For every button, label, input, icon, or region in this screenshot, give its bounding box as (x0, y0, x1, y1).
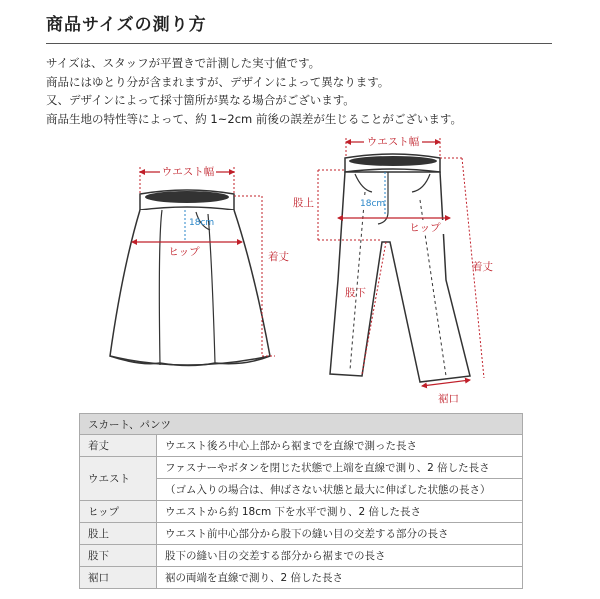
row-desc-waist-note: （ゴム入りの場合は、伸ばさない状態と最大に伸ばした状態の長さ） (157, 479, 523, 501)
intro-line-2: 商品にはゆとり分が含まれますが、デザインによって異なります。 (46, 74, 390, 89)
page-title: 商品サイズの測り方 (46, 15, 207, 35)
row-desc-hem: 裾の両端を直線で測り、2 倍した長さ (157, 567, 523, 589)
row-desc-waist: ファスナーやボタンを閉じた状態で上端を直線で測り、2 倍した長さ (157, 457, 523, 479)
row-label-length: 着丈 (80, 435, 157, 457)
row-desc-inseam: 股下の縫い目の交差する部分から裾までの長さ (157, 545, 523, 567)
pants-waist-label: ウエスト幅 (366, 136, 420, 148)
table-row (80, 457, 523, 479)
pants-waist-opening (349, 156, 437, 166)
measurement-table (79, 413, 523, 589)
pants-inseam-label: 股下 (345, 287, 366, 299)
row-desc-length: ウエスト後ろ中心上部から裾までを直線で測った長さ (157, 435, 523, 457)
intro-line-1: サイズは、スタッフが平置きで計測した実寸値です。 (46, 56, 321, 70)
row-label-rise: 股上 (80, 523, 157, 545)
intro-line-4: 商品生地の特性等によって、約 1~2cm 前後の誤差が生じることがございます。 (46, 111, 462, 126)
intro-text (46, 54, 566, 128)
skirt-waist-opening (145, 191, 229, 203)
intro-line-3: 又、デザインによって採寸箇所が異なる場合がございます。 (46, 93, 355, 107)
row-label-waist: ウエスト (80, 457, 157, 501)
table-header-row (80, 414, 523, 435)
pants-length-label: 着丈 (472, 261, 493, 273)
row-label-hem: 裾口 (80, 567, 157, 589)
pants-rise-label: 股上 (293, 197, 314, 209)
skirt-illustration (110, 190, 270, 366)
skirt-hip-label: ヒップ (168, 246, 200, 258)
pants-hem-label: 裾口 (438, 393, 459, 405)
table-header: スカート、パンツ (80, 414, 523, 435)
table-row (80, 435, 523, 457)
measurement-diagram (0, 130, 600, 410)
row-label-hip: ヒップ (80, 501, 157, 523)
skirt-length-label: 着丈 (268, 251, 289, 263)
row-desc-rise: ウエスト前中心部分から股下の縫い目の交差する部分の長さ (157, 523, 523, 545)
table-row (80, 523, 523, 545)
skirt-body (110, 210, 270, 365)
pants-body (330, 172, 470, 382)
pants-illustration (330, 154, 470, 382)
table-row (80, 567, 523, 589)
pants-hip-label: ヒップ (409, 222, 441, 234)
row-label-inseam: 股下 (80, 545, 157, 567)
title-divider (46, 43, 552, 44)
skirt-drop-label: 18cm (189, 218, 215, 228)
table-row (80, 501, 523, 523)
skirt-waist-label: ウエスト幅 (161, 166, 215, 178)
table-row (80, 545, 523, 567)
pants-drop-label: 18cm (360, 199, 386, 209)
row-desc-hip: ウエストから約 18cm 下を水平で測り、2 倍した長さ (157, 501, 523, 523)
